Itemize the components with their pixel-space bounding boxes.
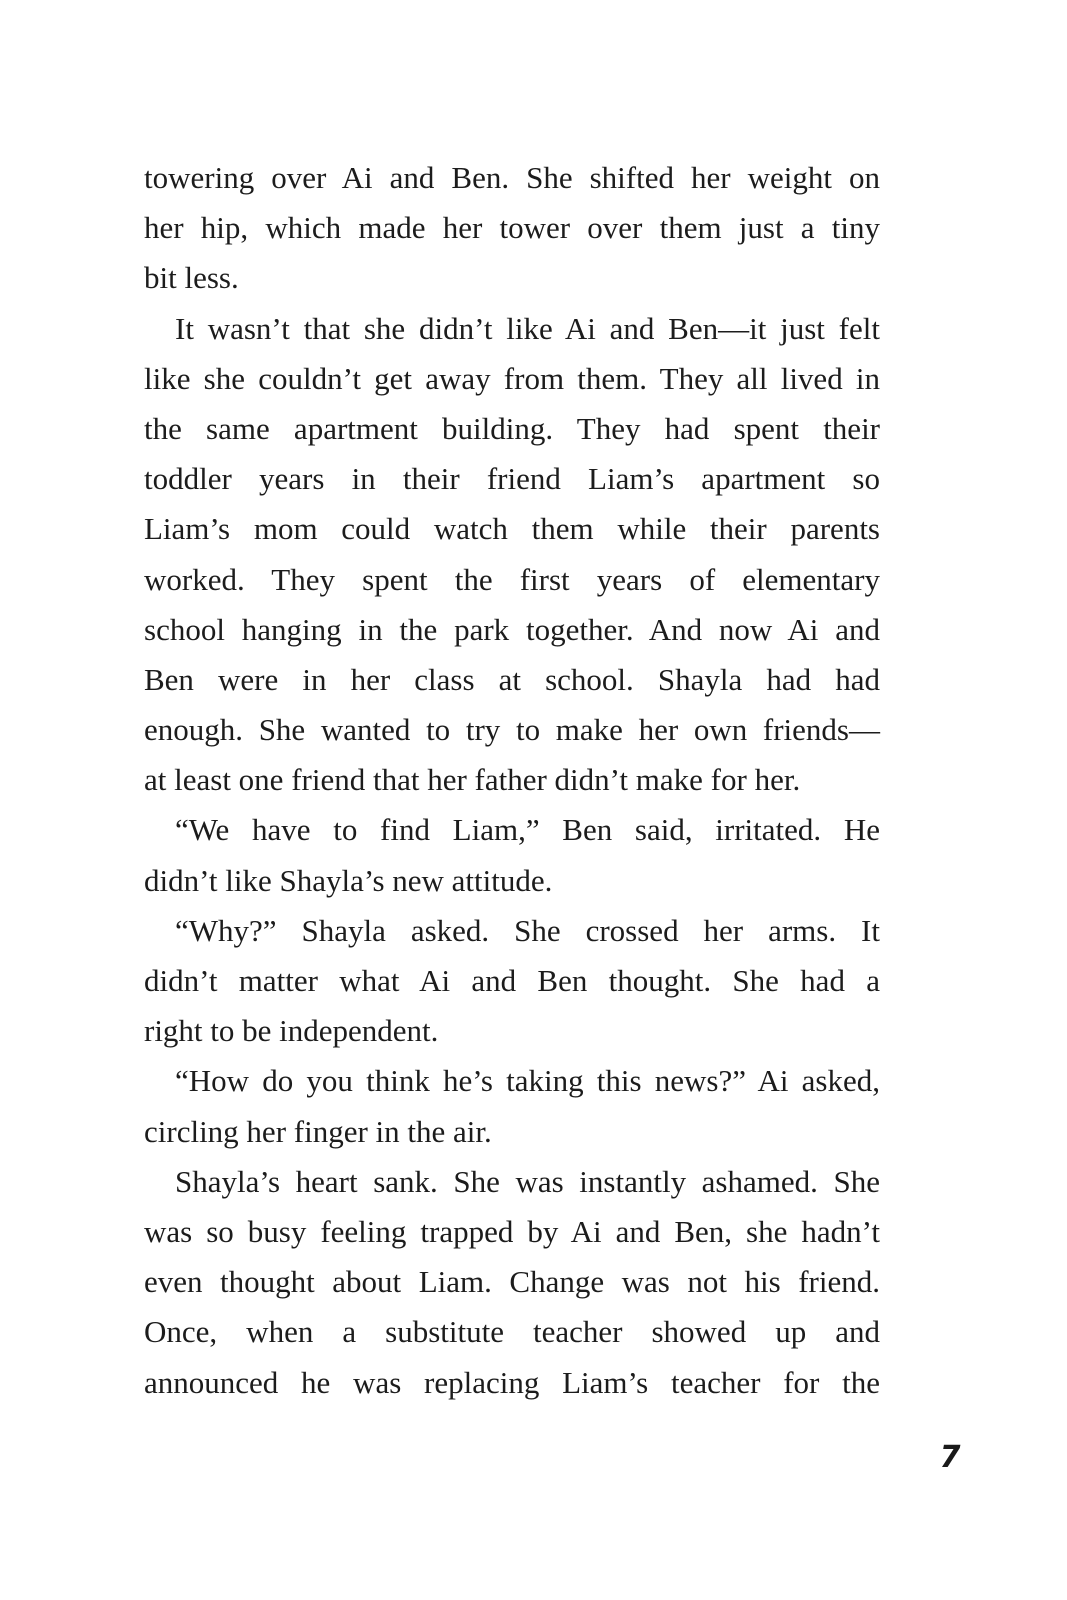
text-line: Ben were in her class at school. Shayla had had (144, 661, 880, 697)
text-line: “How do you think he’s taking this news?” Ai asked, (175, 1063, 880, 1099)
text-line: towering over Ai and Ben. She shifted her weight on (144, 160, 880, 195)
text-line: bit less. (144, 260, 239, 296)
text-line: didn’t like Shayla’s new attitude. (144, 862, 553, 898)
text-line: Shayla’s heart sank. She was instantly ashamed. She (175, 1163, 880, 1199)
text-line: even thought about Liam. Change was not his friend. (144, 1264, 880, 1300)
text-line: Liam’s mom could watch them while their parents (144, 511, 880, 547)
body-text (144, 153, 880, 1408)
text-line: the same apartment building. They had spent their (144, 410, 880, 446)
page-number: 7 (939, 1440, 961, 1475)
text-line: enough. She wanted to try to make her own friends— (144, 712, 880, 748)
text-line: didn’t matter what Ai and Ben thought. She had a (144, 963, 880, 998)
text-line: circling her finger in the air. (144, 1113, 492, 1149)
text-line: at least one friend that her father didn’t make for her. (144, 762, 801, 798)
text-line: right to be independent. (144, 1013, 439, 1049)
text-line: school hanging in the park together. And now Ai and (144, 611, 880, 647)
text-line: It wasn’t that she didn’t like Ai and Ben—it just felt (175, 310, 880, 346)
text-line: “We have to find Liam,” Ben said, irritated. He (175, 812, 880, 848)
text-line: toddler years in their friend Liam’s apartment so (144, 461, 880, 497)
text-line: was so busy feeling trapped by Ai and Ben, she hadn’t (144, 1213, 880, 1249)
text-line: worked. They spent the first years of elementary (144, 561, 880, 597)
text-line: announced he was replacing Liam’s teacher for the (144, 1364, 880, 1400)
text-line: “Why?” Shayla asked. She crossed her arms. It (175, 912, 880, 948)
text-line: like she couldn’t get away from them. They all lived in (144, 360, 880, 396)
text-line: Once, when a substitute teacher showed up and (144, 1314, 880, 1350)
text-line: her hip, which made her tower over them just a tiny (144, 210, 880, 246)
